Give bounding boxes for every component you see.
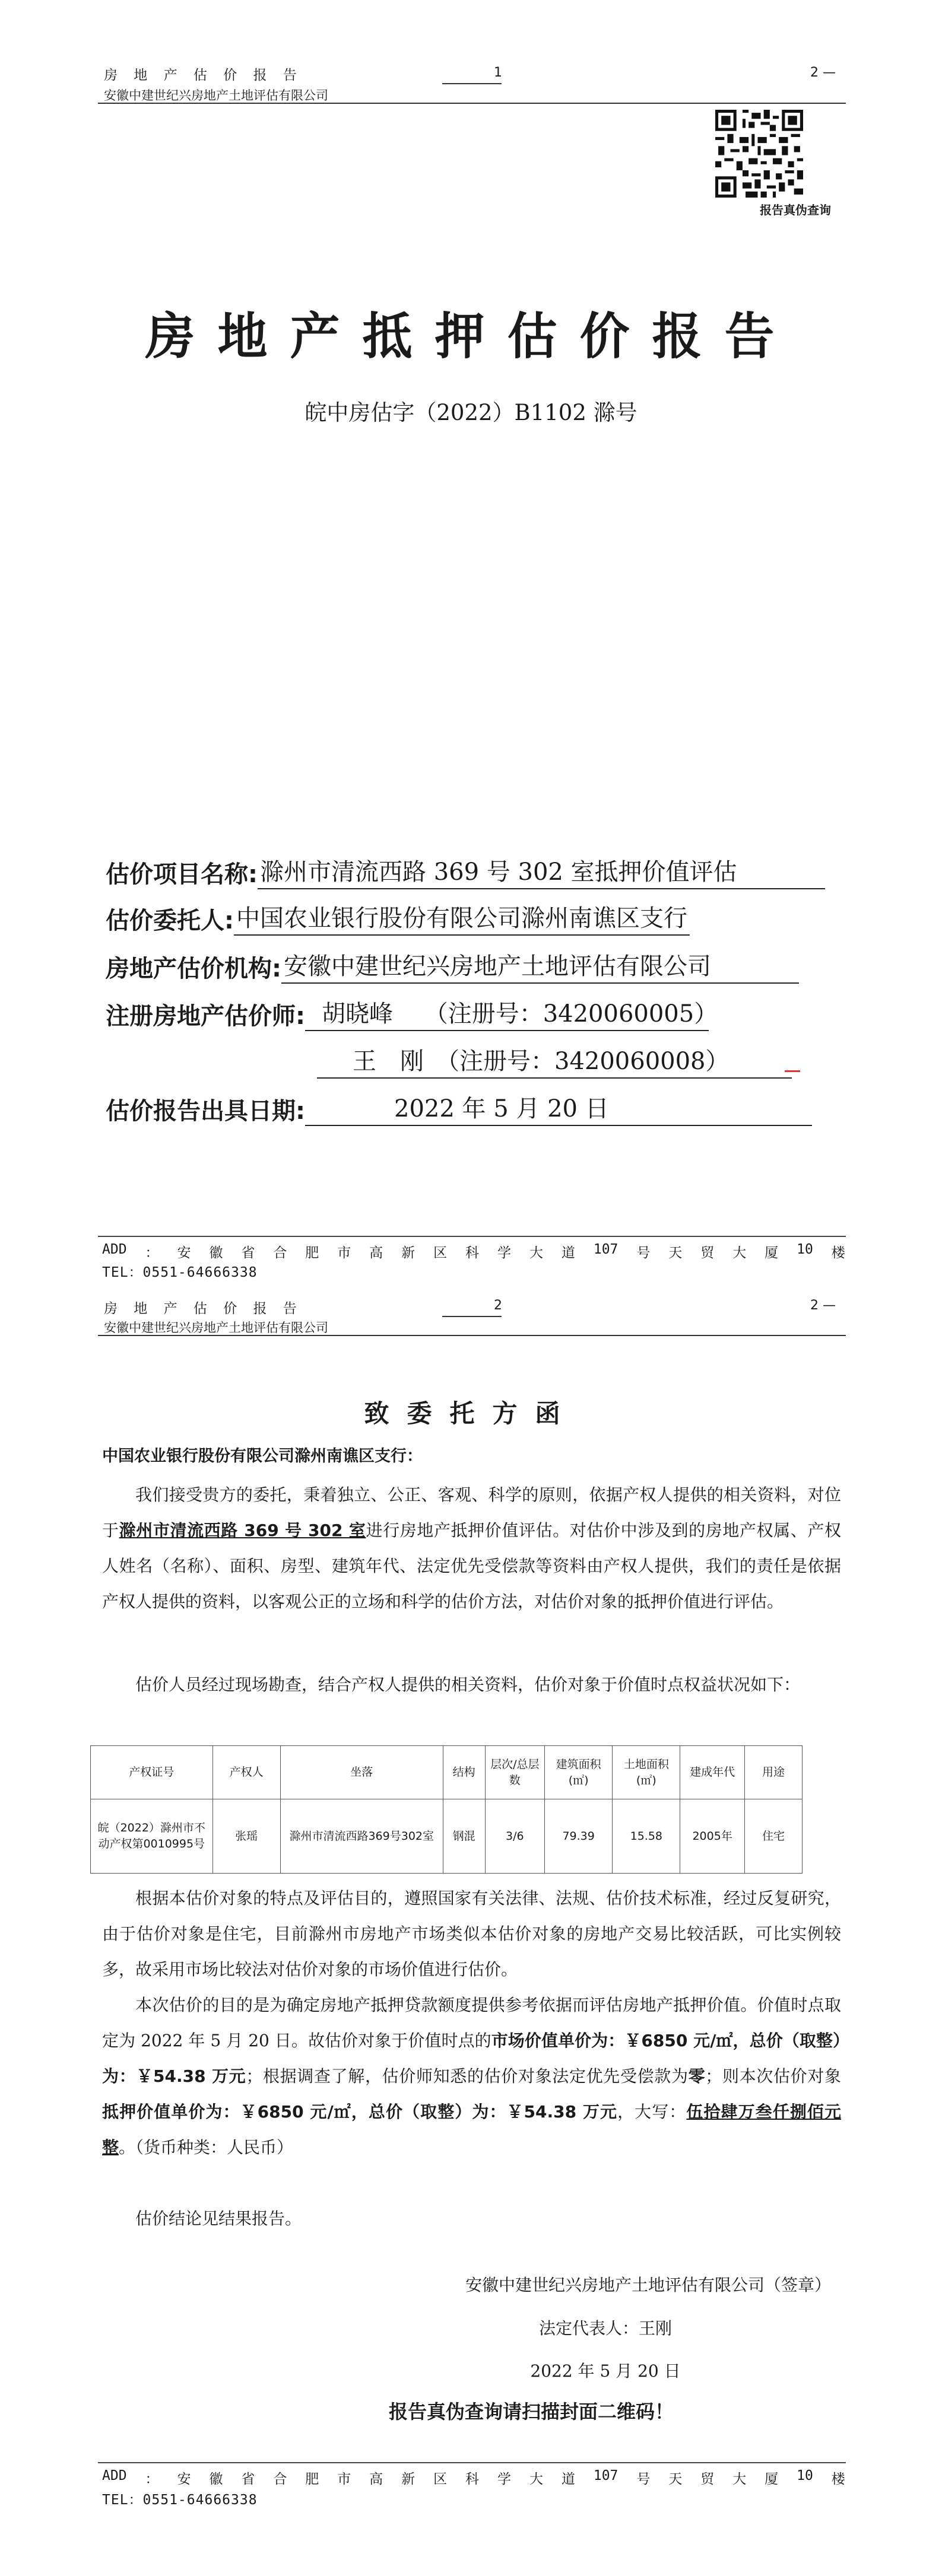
footer-address-char: 天 <box>668 2472 683 2487</box>
footer-address-char: 大 <box>529 1245 543 1261</box>
table-header-cell: 产权证号 <box>91 1746 213 1799</box>
footer-address-char: 号 <box>636 1245 651 1261</box>
appraiser-1-value: 胡晓峰 （注册号：3420060005） <box>305 995 709 1031</box>
footer-address-char: 厦 <box>765 1245 779 1261</box>
footer-address-char: 徽 <box>209 1245 223 1261</box>
footer-address-char: 安 <box>177 1245 191 1261</box>
project-name-row <box>106 853 825 889</box>
table-cell: 皖（2022）滁州市不动产权第0010995号 <box>91 1799 213 1874</box>
header-rule <box>98 103 846 104</box>
footer-address-char: 厦 <box>765 2472 779 2487</box>
table-header-cell: 层次/总层数 <box>485 1746 544 1799</box>
table-header-cell: 结构 <box>443 1746 485 1799</box>
priority-payment: 零 <box>688 2066 706 2086</box>
footer-address-char: 贸 <box>700 2472 715 2487</box>
agency-row <box>106 947 799 984</box>
footer-address-char: 107 <box>593 2468 619 2483</box>
footer-address-char: 天 <box>668 1245 683 1261</box>
footer-rule <box>98 2462 846 2463</box>
header-page-underline <box>442 1316 502 1317</box>
table-cell: 住宅 <box>744 1799 802 1874</box>
agency-label: 房地产估价机构: <box>106 955 281 982</box>
client-label: 估价委托人: <box>106 907 234 934</box>
table-cell: 15.58 <box>613 1799 680 1874</box>
paragraph-3: 根据本估价对象的特点及评估目的，遵照国家有关法律、法规、估价技术标准，经过反复研究，由于估价对象是住宅，目前滁州市房地产市场类似本估价对象的房地产交易比较活跃，可比实例较多，故采用市场比较法对估价对象的市场价值进行估价。 <box>102 1888 841 1979</box>
header-doc-type: 房 地 产 估 价 报 告 <box>104 68 303 83</box>
footer-address-char: ADD <box>102 2468 127 2483</box>
table-header-cell: 坐落 <box>280 1746 443 1799</box>
table-cell: 79.39 <box>545 1799 613 1874</box>
footer-address-char: 高 <box>369 2472 383 2487</box>
property-address: 滁州市清流西路 369 号 302 室 <box>119 1521 366 1540</box>
footer-tel: TEL：0551-64666338 <box>102 1265 258 1280</box>
footer-address-char: 省 <box>241 2472 255 2487</box>
table-cell: 滁州市清流西路369号302室 <box>280 1799 443 1874</box>
verify-note: 报告真伪查询请扫描封面二维码！ <box>389 2400 674 2423</box>
table-header-cell: 产权人 <box>212 1746 280 1799</box>
footer-address-char: 合 <box>273 2472 287 2487</box>
footer-address-char: 市 <box>337 1245 351 1261</box>
header-rule <box>98 1335 846 1336</box>
market-value: 市场价值单价为：￥6850 元/㎡，总价（取整）为：￥54.38 万元 <box>102 2031 841 2086</box>
footer-address-char: ADD <box>102 1242 127 1257</box>
table-header-cell: 建成年代 <box>680 1746 744 1799</box>
footer-address-char: 大 <box>732 1245 747 1261</box>
date-label: 估价报告出具日期: <box>106 1098 305 1125</box>
table-cell: 2005年 <box>680 1799 744 1874</box>
letter-title: 致委托方函 <box>364 1399 578 1428</box>
table-cell: 钢混 <box>443 1799 485 1874</box>
footer-address-char: 10 <box>797 1242 813 1257</box>
appraiser-2-value: 王 刚 （注册号：3420060008） <box>317 1042 792 1079</box>
agency-value: 安徽中建世纪兴房地产土地评估有限公司 <box>281 947 799 984</box>
footer-address-char: 学 <box>497 1245 511 1261</box>
table-header-cell: 建筑面积(㎡) <box>545 1746 613 1799</box>
footer-address-char: 楼 <box>831 2472 845 2487</box>
table-header-row <box>91 1746 803 1799</box>
footer-address-char: 肥 <box>305 2472 319 2487</box>
appraiser-row-1 <box>106 995 718 1031</box>
footer-address-char: 高 <box>369 1245 383 1261</box>
project-name-value: 滁州市清流西路 369 号 302 室抵押价值评估 <box>258 853 825 889</box>
property-table <box>90 1745 803 1874</box>
table-row <box>91 1799 803 1874</box>
paragraph-2: 估价人员经过现场勘查，结合产权人提供的相关资料，估价对象于价值时点权益状况如下： <box>135 1675 801 1694</box>
footer-address-char: 区 <box>433 1245 448 1261</box>
footer-address <box>102 1242 845 1261</box>
header-right-number: 2 — <box>810 65 836 80</box>
footer-address-char: 肥 <box>305 1245 319 1261</box>
client-row <box>106 899 690 936</box>
footer-address-char: 徽 <box>209 2472 223 2487</box>
footer-address-char: 107 <box>593 1242 619 1257</box>
footer-address-char: 贸 <box>700 1245 715 1261</box>
footer-address-char: 号 <box>636 2472 651 2487</box>
footer-rule <box>98 1236 846 1237</box>
footer-address <box>102 2468 845 2488</box>
project-name-label: 估价项目名称: <box>106 861 258 888</box>
header-page-number: 1 <box>494 65 502 80</box>
footer-address-char: 新 <box>401 1245 416 1261</box>
footer-address-char: 安 <box>177 2472 191 2487</box>
footer-address-char: ： <box>145 2472 159 2487</box>
appraiser-label: 注册房地产估价师: <box>106 1003 305 1030</box>
qr-code-icon[interactable] <box>715 110 803 198</box>
letter-addressee: 中国农业银行股份有限公司滁州南谯区支行： <box>102 1447 423 1465</box>
header-page-underline <box>442 83 502 84</box>
signature-representative: 法定代表人：王刚 <box>538 2319 672 2338</box>
table-cell: 张瑶 <box>212 1799 280 1874</box>
red-mark <box>785 1070 800 1072</box>
date-row <box>106 1090 812 1126</box>
footer-address-char: 大 <box>732 2472 747 2487</box>
footer-address-char: 道 <box>561 1245 575 1261</box>
signature-company: 安徽中建世纪兴房地产土地评估有限公司（签章） <box>465 2275 831 2295</box>
header-right-number: 2 — <box>810 1298 836 1313</box>
footer-address-char: 道 <box>561 2472 575 2487</box>
table-header-cell: 用途 <box>744 1746 802 1799</box>
footer-address-char: 大 <box>529 2472 543 2487</box>
footer-address-char: 科 <box>465 1245 480 1261</box>
paragraph-5: 估价结论见结果报告。 <box>135 2209 302 2228</box>
footer-tel: TEL：0551-64666338 <box>102 2492 258 2508</box>
footer-address-char: 省 <box>241 1245 255 1261</box>
report-code: 皖中房估字（2022）B1102 滁号 <box>305 400 637 425</box>
header-company: 安徽中建世纪兴房地产土地评估有限公司 <box>104 88 328 103</box>
header-page-number: 2 <box>494 1298 502 1313</box>
footer-address-char: 科 <box>465 2472 480 2487</box>
footer-address-char: 楼 <box>831 1245 845 1261</box>
header-doc-type: 房 地 产 估 价 报 告 <box>104 1301 303 1316</box>
footer-address-char: 合 <box>273 1245 287 1261</box>
appraiser-row-2 <box>317 1042 792 1079</box>
footer-address-char: 新 <box>401 2472 416 2487</box>
signature-date: 2022 年 5 月 20 日 <box>530 2361 681 2381</box>
amount-in-words: 伍拾肆万叁仟捌佰元整 <box>102 2102 841 2157</box>
footer-address-char: 市 <box>337 2472 351 2487</box>
cover-title: 房地产抵押估价报告 <box>145 307 797 365</box>
mortgage-value: 抵押价值单价为：￥6850 元/㎡，总价（取整）为：￥54.38 万元 <box>102 2102 618 2122</box>
paragraph-1: 我们接受贵方的委托，秉着独立、公正、客观、科学的原则，依据产权人提供的相关资料，对位于滁州市清流西路 369 号 302 室进行房地产抵押价值评估。对估价中涉及到的房地产权属、产权人姓名（名称）、面积、房型、建筑年代、法定优先受偿款等资料由产权人提供，我们的责任是依据产权人提供的资料，以客观公正的立场和科学的估价方法，对估价对象的抵押价值进行评估。 <box>102 1485 841 1611</box>
footer-address-char: 区 <box>433 2472 448 2487</box>
table-header-cell: 土地面积(㎡) <box>613 1746 680 1799</box>
footer-address-char: 学 <box>497 2472 511 2487</box>
date-value: 2022 年 5 月 20 日 <box>305 1090 812 1126</box>
footer-address-char: 10 <box>797 2468 813 2483</box>
table-cell: 3/6 <box>485 1799 544 1874</box>
header-company: 安徽中建世纪兴房地产土地评估有限公司 <box>104 1321 328 1335</box>
client-value: 中国农业银行股份有限公司滁州南谯区支行 <box>234 899 690 936</box>
footer-address-char: ： <box>145 1245 159 1261</box>
qr-label: 报告真伪查询 <box>760 203 831 217</box>
paragraph-4: 本次估价的目的是为确定房地产抵押贷款额度提供参考依据而评估房地产抵押价值。价值时点取定为 2022 年 5 月 20 日。故估价对象于价值时点的市场价值单价为：￥6850 元/㎡，总价（取整）为：￥54.38 万元；根据调查了解，估价师知悉的估价对象法定优先受偿款为零；则本次估价对象抵押价值单价为：￥6850 元/㎡，总价（取整）为：￥54.38 万元，大写：伍拾肆万叁仟捌佰元整。（货币种类：人民币） <box>102 1995 841 2157</box>
